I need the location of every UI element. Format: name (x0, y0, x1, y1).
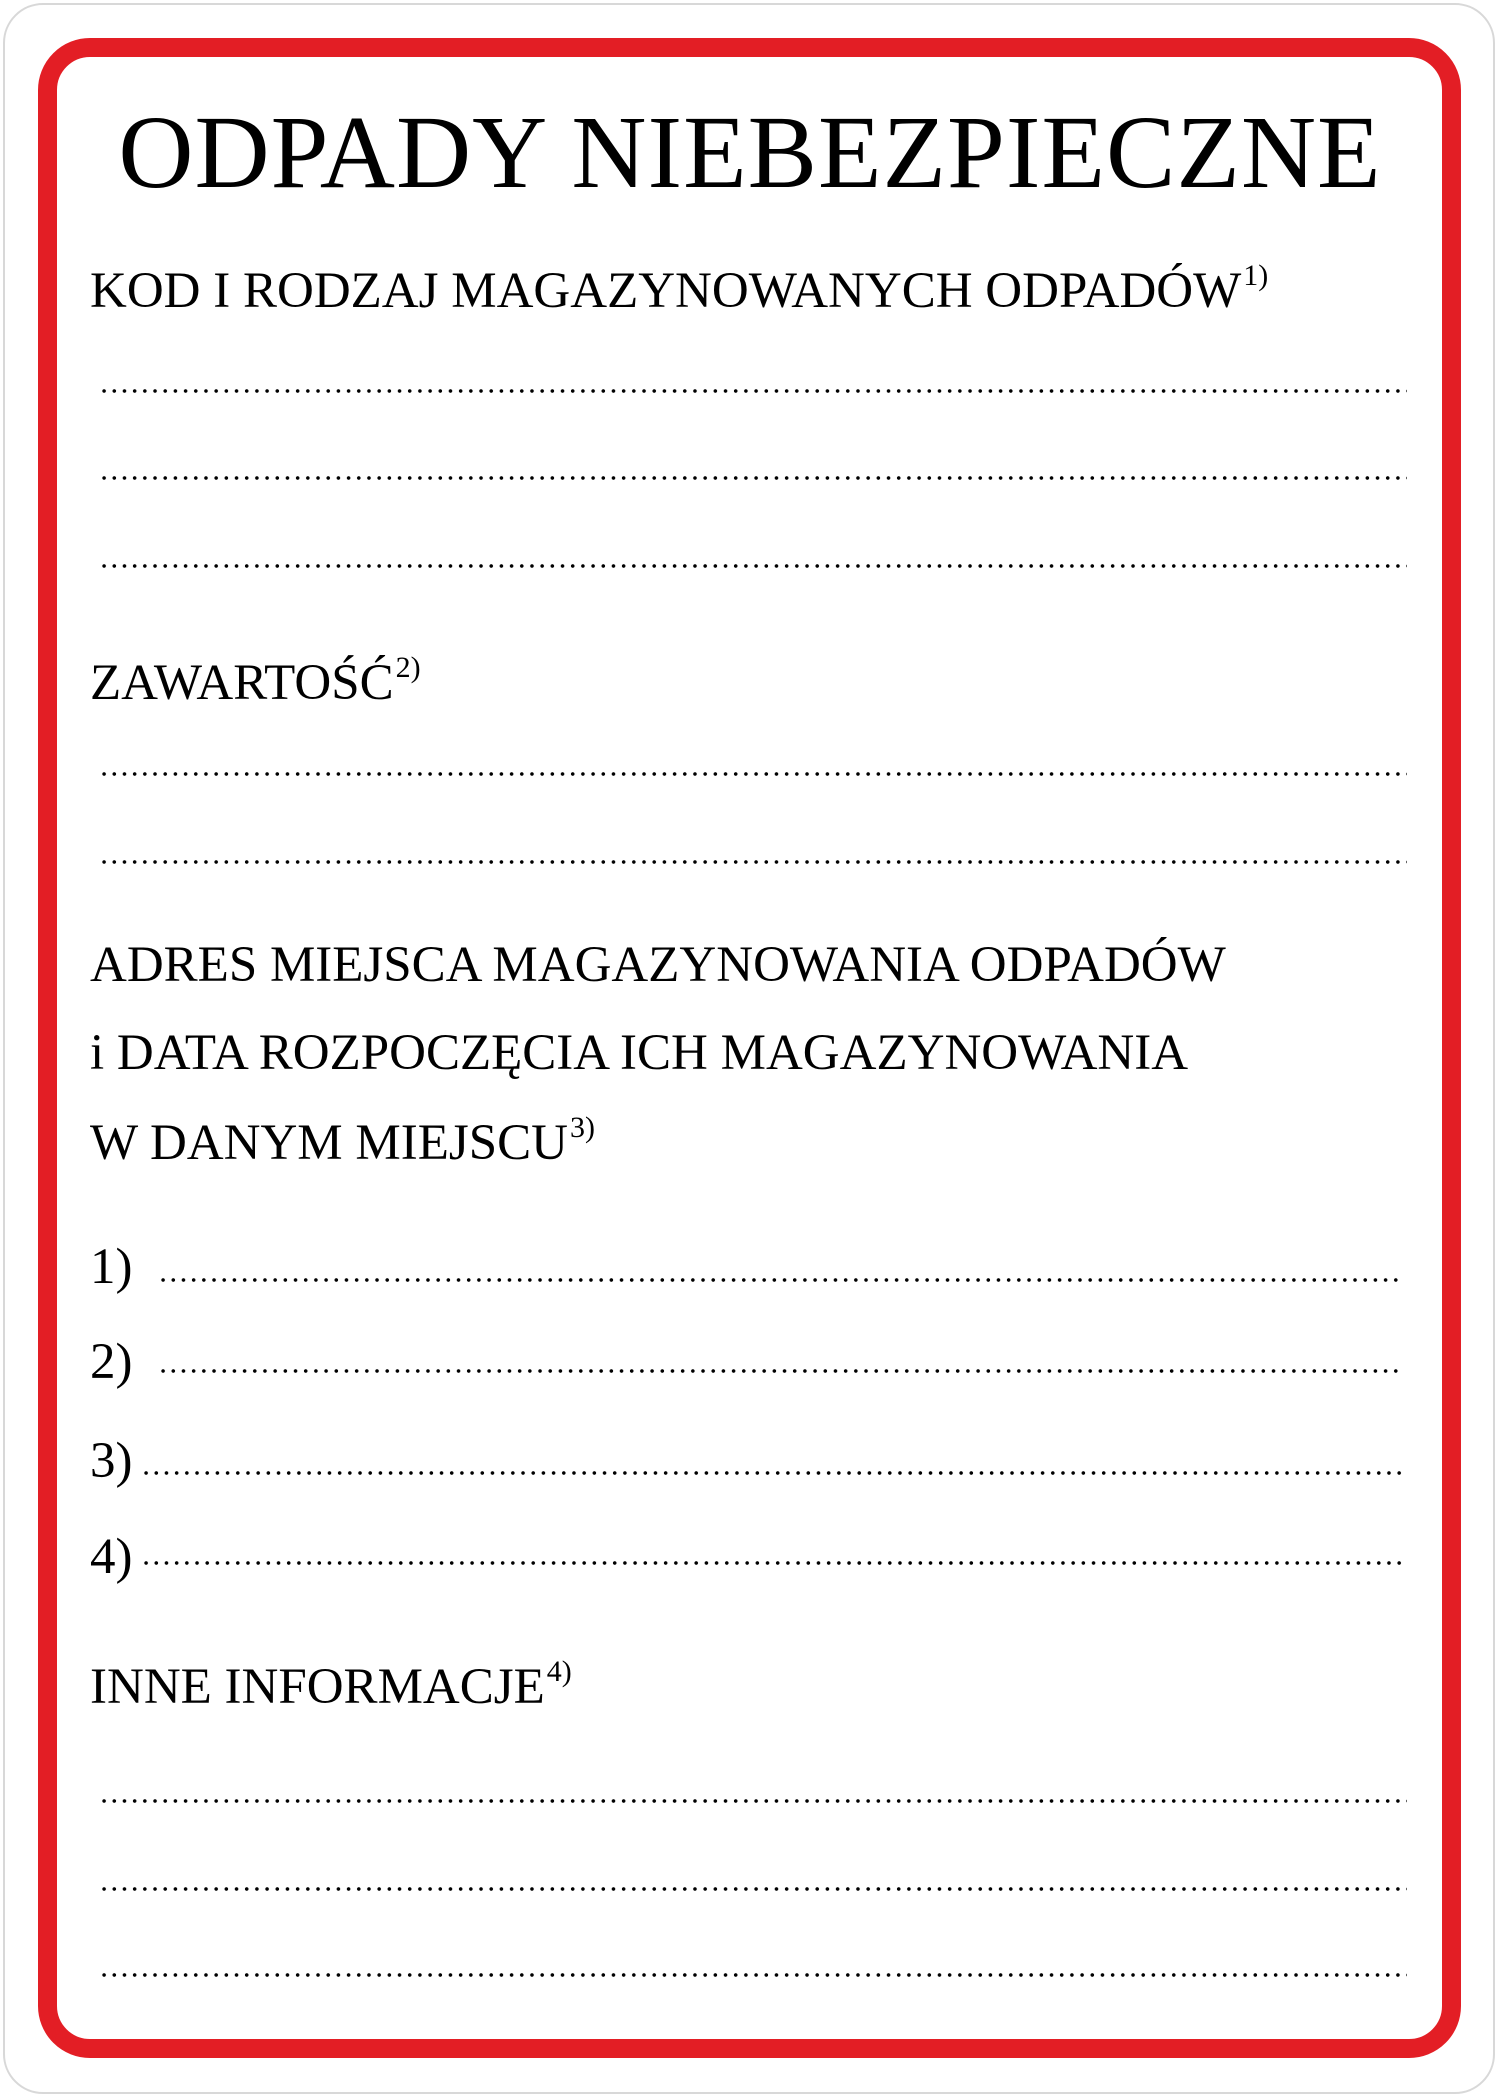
other-info-fill-line[interactable] (99, 1887, 1407, 1891)
waste-code-fill-line[interactable] (99, 564, 1407, 568)
footnote-marker: 2) (395, 651, 421, 684)
address-item-fill-line[interactable] (141, 1561, 1402, 1565)
other-info-fill-line[interactable] (99, 1973, 1407, 1977)
footnote-marker: 4) (546, 1655, 572, 1688)
sign-title: ODPADY NIEBEZPIECZNE (118, 95, 1382, 210)
address-item-number: 2) (90, 1334, 133, 1390)
waste-code-fill-line[interactable] (99, 476, 1407, 480)
contents-fill-line[interactable] (99, 772, 1407, 776)
other-info-label (90, 1655, 572, 1715)
address-label-line-2: i DATA ROZPOCZĘCIA ICH MAGAZYNOWANIA (90, 1025, 1189, 1081)
contents-label-text: ZAWARTOŚĆ (90, 655, 394, 711)
address-label-line-1: ADRES MIEJSCA MAGAZYNOWANIA ODPADÓW (90, 937, 1226, 993)
contents-fill-line[interactable] (99, 860, 1407, 864)
other-info-fill-line[interactable] (99, 1799, 1407, 1803)
waste-code-label (90, 259, 1269, 319)
address-label-line-3-text: W DANYM MIEJSCU (90, 1115, 568, 1171)
address-item-fill-line[interactable] (158, 1278, 1403, 1282)
waste-code-fill-line[interactable] (99, 389, 1407, 393)
waste-code-label-text: KOD I RODZAJ MAGAZYNOWANYCH ODPADÓW (90, 263, 1242, 319)
footnote-marker: 3) (569, 1111, 595, 1144)
address-item-number: 3) (90, 1433, 133, 1489)
address-item-number: 4) (90, 1529, 133, 1585)
contents-label (90, 651, 421, 711)
address-item-number: 1) (90, 1239, 133, 1295)
other-info-label-text: INNE INFORMACJE (90, 1659, 545, 1715)
footnote-marker: 1) (1243, 259, 1269, 292)
address-label-line-3 (90, 1111, 595, 1171)
address-item-fill-line[interactable] (158, 1369, 1403, 1373)
address-item-fill-line[interactable] (141, 1471, 1402, 1475)
